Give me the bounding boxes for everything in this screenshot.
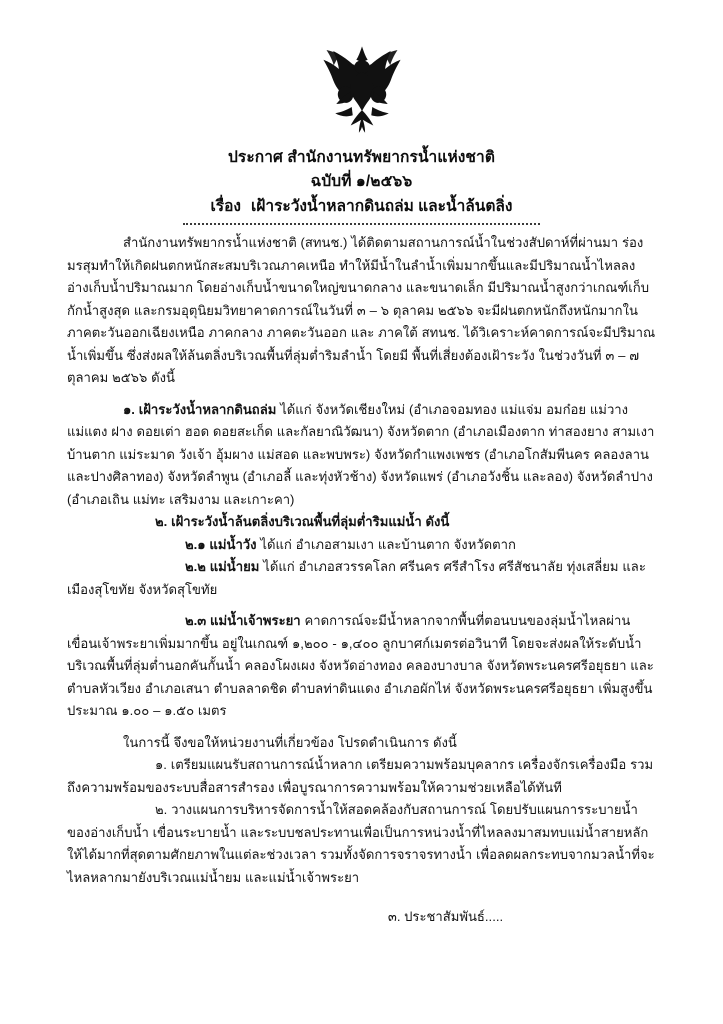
section-1-text: ได้แก่ จังหวัดเชียงใหม่ (อำเภอจอมทอง แม่แจ่ม อมก๋อย แม่วาง แม่แตง ฝาง ดอยเต่า ฮอด ดอยสะเก็ด และกัลยาณิวัฒนา) จังหวัดตาก (อำเภอเมืองตาก ท่าสองยาง สามเงา บ้านตาก แม่ระมาด วังเจ้า อุ้มผาง แม่สอด และพบพระ) จังหวัดกำแพงเพชร (อำเภอโกสัมพีนคร คลองลาน และปางศิลาทอง) จังหวัดลำพูน (อำเภอลี้ และทุ่งหัวช้าง) จังหวัดแพร่ (อำเภอวังชิ้น และลอง) จังหวัดลำปาง (อำเภอเถิน แม่ทะ เสริมงาม และเกาะคา) — [67, 401, 655, 507]
page-footer — [0, 906, 723, 927]
section-2-item-1-text: ได้แก่ อำเภอสามเงา และบ้านตาก จังหวัดตาก — [256, 536, 516, 552]
title-block — [0, 146, 723, 225]
section-1 — [67, 399, 656, 512]
subject-label: เรื่อง — [210, 197, 241, 215]
document-body — [67, 232, 656, 889]
section-2-item-2 — [67, 556, 656, 601]
announcement-subject — [0, 195, 723, 219]
section-2-heading — [67, 511, 656, 534]
section-2-item-2-label: ๒.๒ แม่น้ำยม — [185, 559, 260, 575]
section-1-heading: ๑. เฝ้าระวังน้ำหลากดินถล่ม — [123, 401, 277, 417]
footer-continuation: ๓. ประชาสัมพันธ์..... — [387, 909, 504, 924]
intro-paragraph: สำนักงานทรัพยากรน้ำแห่งชาติ (สทนช.) ได้ติดตามสถานการณ์น้ำในช่วงสัปดาห์ที่ผ่านมา ร่องมรสุมทำให้เกิดฝนตกหนักสะสมบริเวณภาคเหนือ ทำให้มีน้ำในลำน้ำเพิ่มมากขึ้นและมีปริมาณน้ำไหลลงอ่างเก็บน้ำปริมาณมาก โดยอ่างเก็บน้ำขนาดใหญ่ขนาดกลาง และขนาดเล็ก มีปริมาณน้ำสูงกว่าเกณฑ์เก็บกักน้ำสูงสุด และกรมอุตุนิยมวิทยาคาดการณ์ในวันที่ ๓ – ๖ ตุลาคม ๒๕๖๖ จะมีฝนตกหนักถึงหนักมากในภาคตะวันออกเฉียงเหนือ ภาคกลาง ภาคตะวันออก และ ภาคใต้ สทนช. ได้วิเคราะห์คาดการณ์จะมีปริมาณน้ำเพิ่มขึ้น ซึ่งส่งผลให้ล้นตลิ่งบริเวณพื้นที่ลุ่มต่ำริมลำน้ำ โดยมี พื้นที่เสี่ยงต้องเฝ้าระวัง ในช่วงวันที่ ๓ – ๗ ตุลาคม ๒๕๖๖ ดังนี้ — [67, 235, 656, 386]
subject-text: เฝ้าระวังน้ำหลากดินถล่ม และน้ำล้นตลิ่ง — [250, 197, 513, 215]
section-2-item-3-label: ๒.๓ แม่น้ำเจ้าพระยา — [185, 613, 301, 629]
section-2-item-1-label: ๒.๑ แม่น้ำวัง — [185, 536, 257, 552]
section-2-heading-text: ๒. เฝ้าระวังน้ำล้นตลิ่งบริเวณพื้นที่ลุ่มต่ำริมแม่น้ำ ดังนี้ — [155, 514, 450, 530]
section-2-item-1 — [67, 534, 656, 557]
closing-item-2: ๒. วางแผนการบริหารจัดการน้ำให้สอดคล้องกับสถานการณ์ โดยปรับแผนการระบายน้ำของอ่างเก็บน้ำ เขื่อนระบายน้ำ และระบบชลประทานเพื่อเป็นการหน่วงน้ำที่ไหลลงมาสมทบแม่น้ำสายหลักให้ได้มากที่สุดตามศักยภาพในแต่ละช่วงเวลา รวมทั้งจัดการจราจรทางน้ำ เพื่อลดผลกระทบจากมวลน้ำที่จะไหลหลากมายังบริเวณแม่น้ำยม และแม่น้ำเจ้าพระยา — [67, 802, 655, 885]
closing-lead: ในการนี้ จึงขอให้หน่วยงานที่เกี่ยวข้อง โปรดดำเนินการ ดังนี้ — [123, 734, 457, 750]
announcement-number: ฉบับที่ ๑/๒๕๖๖ — [310, 173, 413, 191]
section-2-item-3-text: คาดการณ์จะมีน้ำหลากจากพื้นที่ตอนบนของลุ่มน้ำไหลผ่านเขื่อนเจ้าพระยาเพิ่มมากขึ้น อยู่ในเกณฑ์ ๑,๒๐๐ - ๑,๔๐๐ ลูกบาศก์เมตรต่อวินาที โดยจะส่งผลให้ระดับน้ำบริเวณพื้นที่ลุ่มต่ำนอกคันกั้นน้ำ คลองโผงเผง จังหวัดอ่างทอง คลองบางบาล จังหวัดพระนครศรีอยุธยา และตำบลหัวเวียง อำเภอเสนา ตำบลลาดชิด ตำบลท่าดินแดง อำเภอผักไห่ จังหวัดพระนครศรีอยุธยา เพิ่มสูงขึ้นประมาณ ๑.๐๐ – ๑.๕๐ เมตร — [67, 613, 654, 719]
garuda-emblem — [310, 34, 414, 142]
emblem-container — [0, 34, 723, 142]
section-2-item-2-text: ได้แก่ อำเภอสวรรคโลก ศรีนคร ศรีสำโรง ศรีสัชนาลัย ทุ่งเสลี่ยม และเมืองสุโขทัย จังหวัดสุโขทัย — [67, 559, 646, 597]
section-2-item-3 — [67, 610, 656, 723]
closing-item-1: ๑. เตรียมแผนรับสถานการณ์น้ำหลาก เตรียมความพร้อมบุคลากร เครื่องจักรเครื่องมือ รวมถึงความพร้อมของระบบสื่อสารสำรอง เพื่อบูรณาการความพร้อมให้ความช่วยเหลือได้ทันที — [67, 757, 654, 795]
title-divider — [183, 223, 540, 225]
announcement-title: ประกาศ สำนักงานทรัพยากรน้ำแห่งชาติ — [227, 149, 496, 166]
